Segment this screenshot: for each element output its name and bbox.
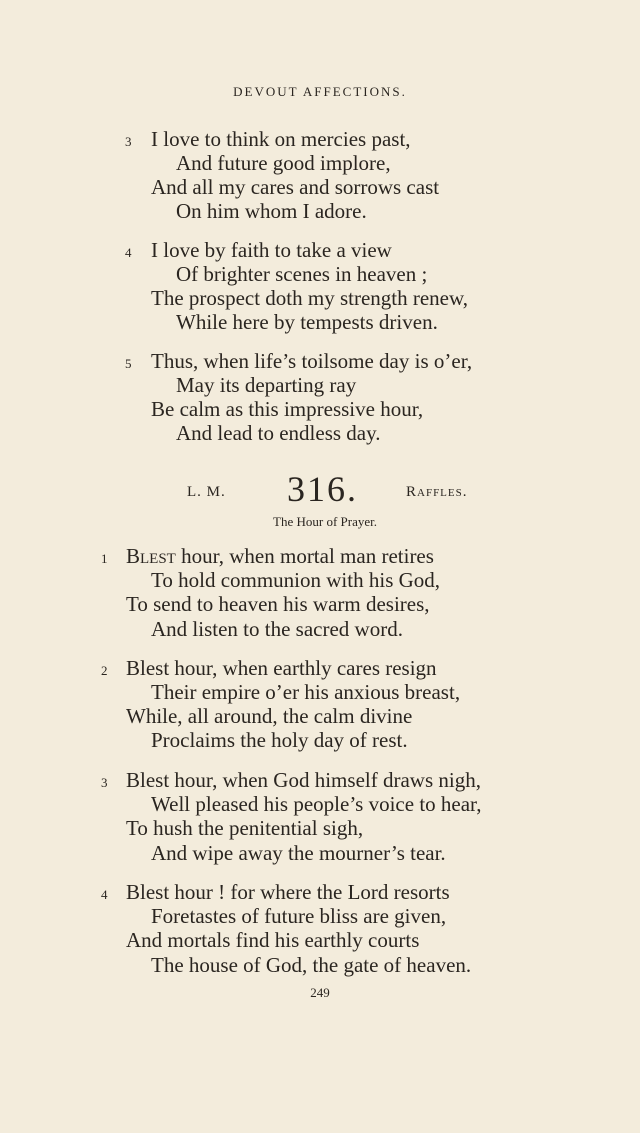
verse-line: And wipe away the mourner’s tear. <box>151 841 446 865</box>
verse-line: And all my cares and sorrows cast <box>151 175 440 199</box>
running-head: DEVOUT AFFECTIONS. <box>233 84 407 99</box>
verse-line: And future good implore, <box>176 151 391 175</box>
verse-line-rest: hour, when mortal man retires <box>175 544 434 568</box>
verse-line: And mortals find his earthly courts <box>126 928 420 952</box>
verse-line: And lead to endless day. <box>176 421 381 445</box>
verse-line: I love to think on mercies past, <box>151 127 411 151</box>
verse-line: And listen to the sacred word. <box>151 617 403 641</box>
stanza-number: 5 <box>125 356 132 371</box>
verse-line: Well pleased his people’s voice to hear, <box>151 792 482 816</box>
hymn-header <box>0 468 640 508</box>
stanza-number: 4 <box>101 887 108 902</box>
stanza-number: 3 <box>125 134 132 149</box>
hymn-meter: L. M. <box>187 484 226 500</box>
verse-line: Blest hour, when God himself draws nigh, <box>126 768 481 792</box>
verse-line: To send to heaven his warm desires, <box>126 592 430 616</box>
verse-line: Blest hour, when earthly cares resign <box>126 656 437 680</box>
stanza-number: 2 <box>101 663 108 678</box>
verse-line: Of brighter scenes in heaven ; <box>176 262 428 286</box>
stanza-number: 3 <box>101 775 108 790</box>
verse-line: I love by faith to take a view <box>151 238 392 262</box>
verse-line: Foretastes of future bliss are given, <box>151 904 447 928</box>
verse-line: Blest hour ! for where the Lord resorts <box>126 880 450 904</box>
verse-line: While here by tempests driven. <box>176 310 438 334</box>
first-word: Blest <box>126 544 176 568</box>
verse-line <box>126 544 434 569</box>
verse-line: Be calm as this impressive hour, <box>151 397 424 421</box>
verse-line: The house of God, the gate of heaven. <box>151 953 472 977</box>
verse-line: Thus, when life’s toilsome day is o’er, <box>151 349 473 373</box>
stanza-number: 4 <box>125 245 132 260</box>
verse-line: May its departing ray <box>176 373 357 397</box>
stanza-number: 1 <box>101 551 108 566</box>
verse-line: To hold communion with his God, <box>151 568 441 592</box>
verse-line: Their empire o’er his anxious breast, <box>151 680 461 704</box>
verse-line: The prospect doth my strength renew, <box>151 286 469 310</box>
verse-line: While, all around, the calm divine <box>126 704 413 728</box>
verse-line: To hush the penitential sigh, <box>126 816 364 840</box>
hymn-number: 316. <box>287 469 358 509</box>
hymn-tune: Raffles. <box>406 484 468 500</box>
verse-line: On him whom I adore. <box>176 199 367 223</box>
page-number: 249 <box>310 985 330 1000</box>
hymn-subtitle: The Hour of Prayer. <box>273 514 377 529</box>
verse-line: Proclaims the holy day of rest. <box>151 728 408 752</box>
